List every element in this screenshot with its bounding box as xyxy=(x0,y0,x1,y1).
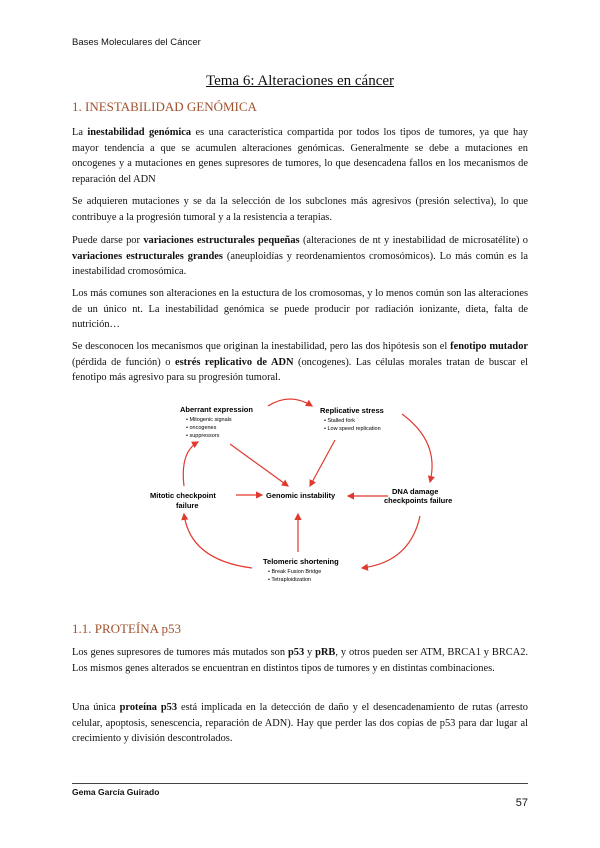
arrow-replicative-to-center xyxy=(310,440,335,486)
replicative-item: • Stalled fork xyxy=(324,418,355,424)
aberrant-item: • Mitogenic signals xyxy=(186,417,232,423)
arrow-telomeric-mitotic xyxy=(184,514,252,568)
paragraph-2: Se adquieren mutaciones y se da la selección de los subclones más agresivos (presión selectiva), lo que contribuye a la progresión tumoral y a la resistencia a terapias. xyxy=(72,196,528,223)
section-heading-p53: 1.1. PROTEÍNA p53 xyxy=(72,621,182,636)
mitotic-checkpoint-line1: Mitotic checkpoint xyxy=(150,491,216,500)
genomic-instability-diagram xyxy=(140,392,460,588)
arrow-aberrant-to-center xyxy=(230,444,288,486)
replicative-item: • Low speed replication xyxy=(324,426,381,432)
genomic-instability-center: Genomic instability xyxy=(266,491,336,500)
paragraph-6: Los genes supresores de tumores más mutados son p53 y pRB, y otros pueden ser ATM, BRCA1 y BRCA2. Los mismos genes alterados se encuentran en distintos tipos de tumores y en distintas combinaciones. xyxy=(72,647,528,674)
telomeric-shortening-title: Telomeric shortening xyxy=(263,557,339,566)
page-title: Tema 6: Alteraciones en cáncer xyxy=(205,73,395,89)
aberrant-item: • suppressors xyxy=(186,433,220,439)
footer-author: Gema García Guirado xyxy=(72,787,160,797)
running-header: Bases Moleculares del Cáncer xyxy=(72,37,201,48)
aberrant-item: • oncogenes xyxy=(186,425,217,431)
arrow-mitotic-aberrant xyxy=(183,442,198,486)
telomeric-item: • Break Fusion Bridge xyxy=(268,569,322,575)
arrow-replicative-dna xyxy=(402,414,432,482)
mitotic-checkpoint-line2: failure xyxy=(176,501,199,510)
replicative-stress-title: Replicative stress xyxy=(320,406,384,415)
aberrant-expression-title: Aberrant expression xyxy=(180,405,253,414)
footer-divider xyxy=(72,783,528,784)
paragraph-1: La inestabilidad genómica es una característica compartida por todos los tipos de tumores, ya que hay mayor tendencia a que se acumulen alteraciones genómicas. Generalmente se debe a mutaciones en oncogenes y a mutaciones en genes supresores de tumores, lo que desencadena fallos en los mecanismos de reparación del ADN xyxy=(72,127,528,185)
page-number: 57 xyxy=(515,797,528,809)
paragraph-7: Una única proteína p53 está implicada en la detección de daño y el desencadenamiento de rutas (arresto celular, apoptosis, senescencia, reparación de ADN). Hay que perder las dos copias de p53 para dar lugar al crecimiento y división descontrolados. xyxy=(72,702,528,744)
paragraph-3: Puede darse por variaciones estructurales pequeñas (alteraciones de nt y inestabilidad de microsatélite) o variaciones estructurales grandes (aneuploidías y reordenamientos cromosómicos). Lo más común es la inestabilidad cromosómica. xyxy=(72,235,528,277)
arrow-aberrant-replicative xyxy=(268,399,312,406)
dna-damage-line1: DNA damage xyxy=(392,487,439,496)
paragraph-4: Los más comunes son alteraciones en la estuctura de los cromosomas, y lo menos común son las alteraciones de un único nt. La inestabilidad genómica se puede producir por radiación ionizante, dieta, falta de nutrición… xyxy=(72,288,528,330)
section-heading-instability: 1. INESTABILIDAD GENÓMICA xyxy=(72,99,257,114)
dna-damage-line2: checkpoints failure xyxy=(384,496,453,505)
telomeric-item: • Tetraploidization xyxy=(268,577,312,583)
paragraph-5: Se desconocen los mecanismos que originan la inestabilidad, pero las dos hipótesis son el fenotipo mutador (pérdida de función) o estrés replicativo de ADN (oncogenes). Las células morales tratan de buscar el fenotipo más agresivo para su progresión tumoral. xyxy=(72,341,528,383)
arrow-dna-telomeric xyxy=(362,516,420,568)
